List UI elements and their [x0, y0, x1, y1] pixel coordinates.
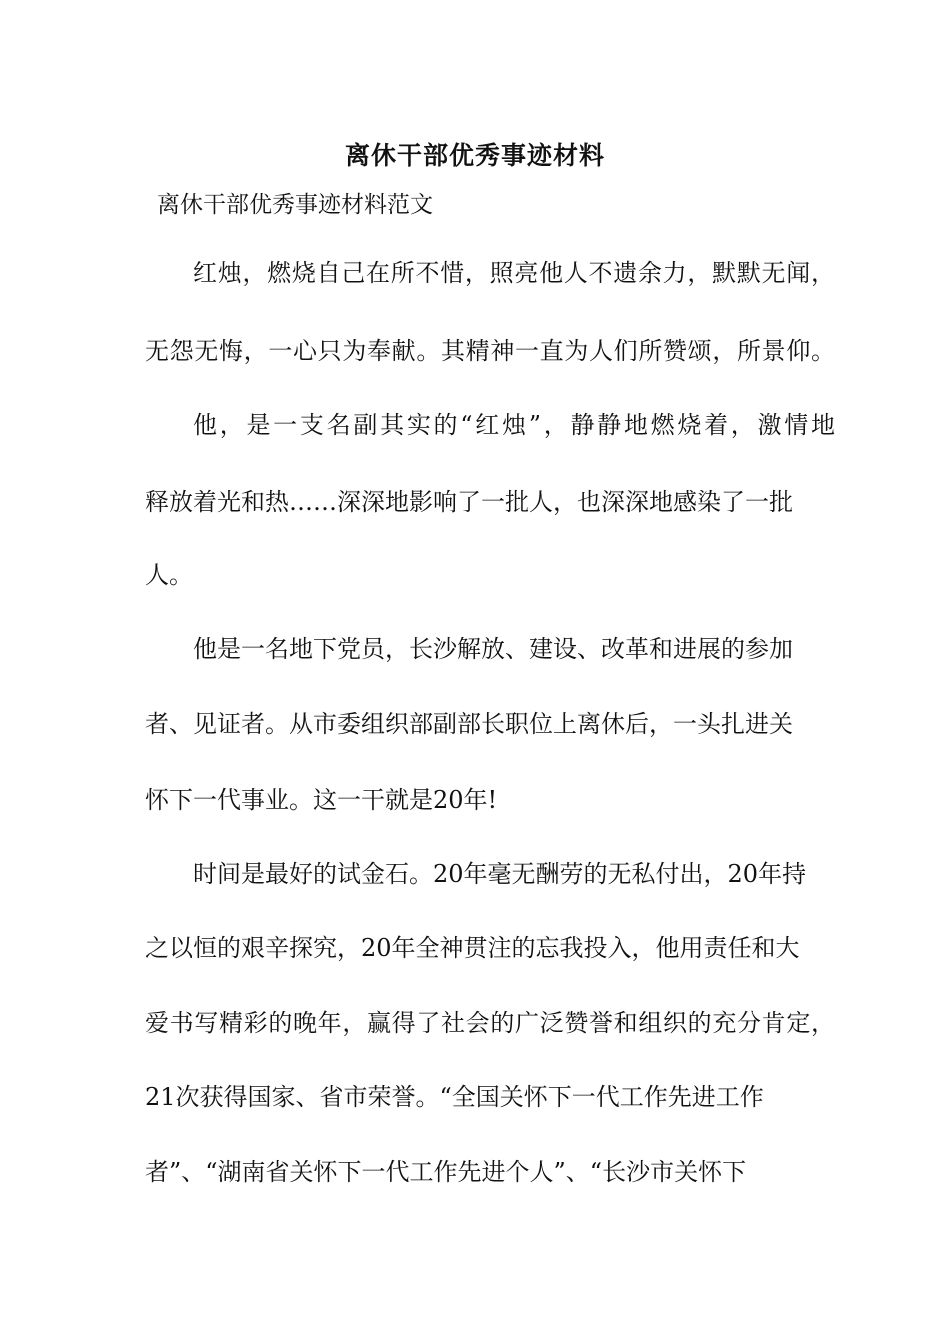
document-subtitle: 离休干部优秀事迹材料范文 — [157, 192, 433, 218]
paragraph-1-line-1: 红烛，燃烧自己在所不惜，照亮他人不遗余力，默默无闻， — [193, 259, 835, 287]
paragraph-3-line-3: 怀下一代事业。这一干就是20年! — [145, 786, 498, 814]
paragraph-3-line-2: 者、见证者。从市委组织部副部长职位上离休后，一头扎进关 — [145, 710, 793, 738]
paragraph-1-line-2: 无怨无悔，一心只为奉献。其精神一直为人们所赞颂，所景仰。 — [145, 337, 835, 365]
paragraph-4-line-2: 之以恒的艰辛探究，20年全神贯注的忘我投入，他用责任和大 — [145, 934, 800, 962]
paragraph-4-line-5: 者”、“湖南省关怀下一代工作先进个人”、“长沙市关怀下 — [145, 1158, 747, 1186]
paragraph-4-line-3: 爱书写精彩的晚年，赢得了社会的广泛赞誉和组织的充分肯定， — [145, 1009, 835, 1037]
paragraph-2-line-3: 人。 — [145, 561, 193, 589]
paragraph-3-line-1: 他是一名地下党员，长沙解放、建设、改革和进展的参加 — [193, 635, 793, 663]
paragraph-2-line-1: 他，是一支名副其实的“红烛”，静静地燃烧着，激情地 — [193, 411, 835, 439]
paragraph-4-line-4: 21次获得国家、省市荣誉。“全国关怀下一代工作先进工作 — [145, 1083, 764, 1111]
document-title: 离休干部优秀事迹材料 — [344, 141, 605, 170]
paragraph-4-line-1: 时间是最好的试金石。20年毫无酬劳的无私付出，20年持 — [193, 860, 807, 888]
paragraph-2-line-2: 释放着光和热……深深地影响了一批人，也深深地感染了一批 — [145, 488, 793, 516]
